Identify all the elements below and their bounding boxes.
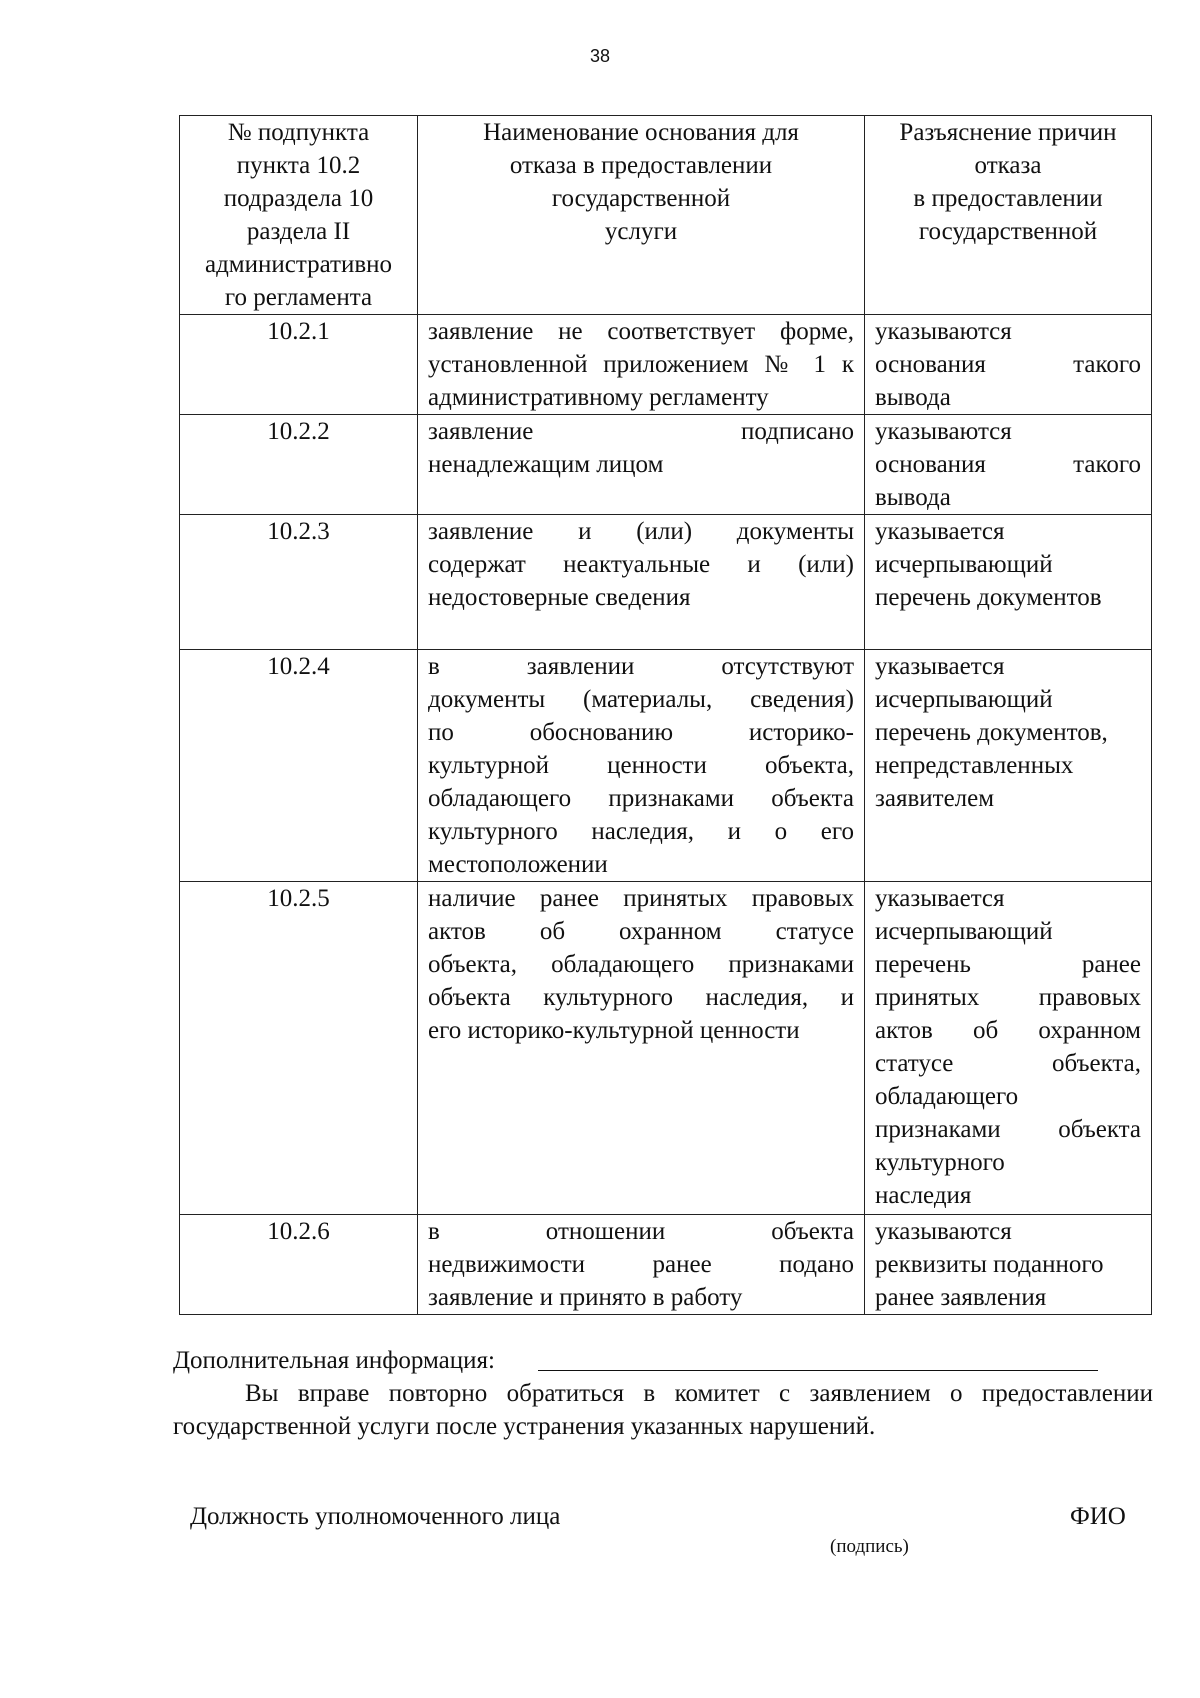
- header-line: отказа в предоставлении: [509, 152, 773, 179]
- header-subitem-number: [180, 116, 418, 315]
- reapply-notice: Вы вправе повторно обратиться в комитет с заявлением о предоставлении государственной услуги после устранения указанных нарушений.: [173, 1380, 1153, 1440]
- text-line: заявление подписано: [428, 418, 854, 445]
- text-line: реквизиты поданного: [875, 1251, 1104, 1278]
- header-line: отказа: [974, 152, 1042, 179]
- row-ground-name: [418, 415, 865, 515]
- text-line: недостоверные сведения: [428, 584, 691, 611]
- text-line: по обоснованию историко-: [428, 719, 854, 746]
- header-line: административно: [204, 251, 393, 278]
- row-explanation: [865, 415, 1152, 515]
- text-line: содержат неактуальные и (или): [428, 551, 854, 578]
- table-row: [180, 315, 1152, 415]
- text-line: ранее заявления: [875, 1284, 1047, 1311]
- text-line: культурной ценности объекта,: [428, 752, 854, 779]
- header-line: Наименование основания для: [483, 119, 799, 146]
- text-line: перечень документов: [875, 584, 1102, 611]
- text-line: культурного наследия, и о его: [428, 818, 854, 845]
- text-line: недвижимости ранее подано: [428, 1251, 854, 1278]
- additional-info: [173, 1344, 1153, 1377]
- text-line: указываются: [875, 318, 1012, 345]
- text-line: исчерпывающий: [875, 551, 1053, 578]
- text-line: заявление и принято в работу: [428, 1284, 743, 1311]
- refusal-grounds-table: [179, 115, 1152, 1315]
- text-line: обладающего признаками объекта: [428, 785, 854, 812]
- table-header-row: [180, 116, 1152, 315]
- text-line: местоположении: [428, 851, 608, 878]
- text-line: актов об охранном: [875, 1017, 1141, 1044]
- text-line: наличие ранее принятых правовых: [428, 885, 854, 912]
- signatory-name: ФИО: [1070, 1503, 1126, 1530]
- text-line: его историко-культурной ценности: [428, 1017, 800, 1044]
- text-line: непредставленных: [875, 752, 1074, 779]
- table-row: [180, 515, 1152, 650]
- row-number: 10.2.2: [180, 415, 418, 515]
- text-line: перечень документов,: [875, 719, 1108, 746]
- text-line: ненадлежащим лицом: [428, 451, 664, 478]
- text-line: заявление и (или) документы: [428, 518, 854, 545]
- text-line: объекта культурного наследия, и: [428, 984, 854, 1011]
- text-line: актов об охранном статусе: [428, 918, 854, 945]
- row-ground-name: [418, 315, 865, 415]
- text-line: в отношении объекта: [428, 1218, 854, 1245]
- header-ground-name: [418, 116, 865, 315]
- row-number: 10.2.4: [180, 650, 418, 882]
- row-explanation: [865, 650, 1152, 882]
- header-line: государственной: [918, 218, 1098, 245]
- text-line: основания такого: [875, 351, 1141, 378]
- text-line: вывода: [875, 384, 951, 411]
- table-row: [180, 415, 1152, 515]
- text-line: административному регламенту: [428, 384, 769, 411]
- row-ground-name: [418, 1215, 865, 1315]
- header-line: го регламента: [224, 284, 373, 311]
- row-explanation: [865, 882, 1152, 1215]
- text-line: основания такого: [875, 451, 1141, 478]
- text-line: указывается: [875, 653, 1005, 680]
- text-line: заявление не соответствует форме,: [428, 318, 854, 345]
- header-line: услуги: [604, 218, 678, 245]
- text-line: документы (материалы, сведения): [428, 686, 854, 713]
- header-line: Разъяснение причин: [899, 119, 1117, 146]
- additional-info-label: Дополнительная информация:: [173, 1347, 495, 1374]
- text-line: указываются: [875, 418, 1012, 445]
- header-line: в предоставлении: [913, 185, 1103, 212]
- text-line: наследия: [875, 1182, 972, 1209]
- signature-caption: (подпись): [830, 1536, 909, 1557]
- text-line: заявителем: [875, 785, 995, 812]
- text-line: принятых правовых: [875, 984, 1141, 1011]
- additional-info-fill-line: [538, 1370, 1098, 1371]
- text-line: вывода: [875, 484, 951, 511]
- page-number: 38: [589, 46, 611, 66]
- header-line: подраздела 10: [223, 185, 374, 212]
- text-line: исчерпывающий: [875, 918, 1053, 945]
- row-number: 10.2.6: [180, 1215, 418, 1315]
- row-explanation: [865, 315, 1152, 415]
- row-ground-name: [418, 650, 865, 882]
- row-number: 10.2.3: [180, 515, 418, 650]
- row-number: 10.2.5: [180, 882, 418, 1215]
- text-line: указывается: [875, 885, 1005, 912]
- header-line: № подпункта: [227, 119, 370, 146]
- row-ground-name: [418, 882, 865, 1215]
- header-line: пункта 10.2: [236, 152, 361, 179]
- row-explanation: [865, 1215, 1152, 1315]
- text-line: обладающего: [875, 1083, 1019, 1110]
- text-line: исчерпывающий: [875, 686, 1053, 713]
- table-row: [180, 650, 1152, 882]
- text-line: объекта, обладающего признаками: [428, 951, 854, 978]
- text-line: перечень ранее: [875, 951, 1141, 978]
- row-ground-name: [418, 515, 865, 650]
- text-line: в заявлении отсутствуют: [428, 653, 854, 680]
- row-number: 10.2.1: [180, 315, 418, 415]
- text-line: статусе объекта,: [875, 1050, 1141, 1077]
- text-line: культурного: [875, 1149, 1005, 1176]
- text-line: признаками объекта: [875, 1116, 1141, 1143]
- header-line: государственной: [551, 185, 731, 212]
- table-row: [180, 882, 1152, 1215]
- text-line: установленной приложением № 1 к: [428, 351, 854, 378]
- signatory-position: Должность уполномоченного лица: [190, 1503, 561, 1530]
- text-line: указываются: [875, 1218, 1012, 1245]
- header-explanation: [865, 116, 1152, 315]
- header-line: раздела II: [246, 218, 351, 245]
- table-row: [180, 1215, 1152, 1315]
- row-explanation: [865, 515, 1152, 650]
- text-line: указывается: [875, 518, 1005, 545]
